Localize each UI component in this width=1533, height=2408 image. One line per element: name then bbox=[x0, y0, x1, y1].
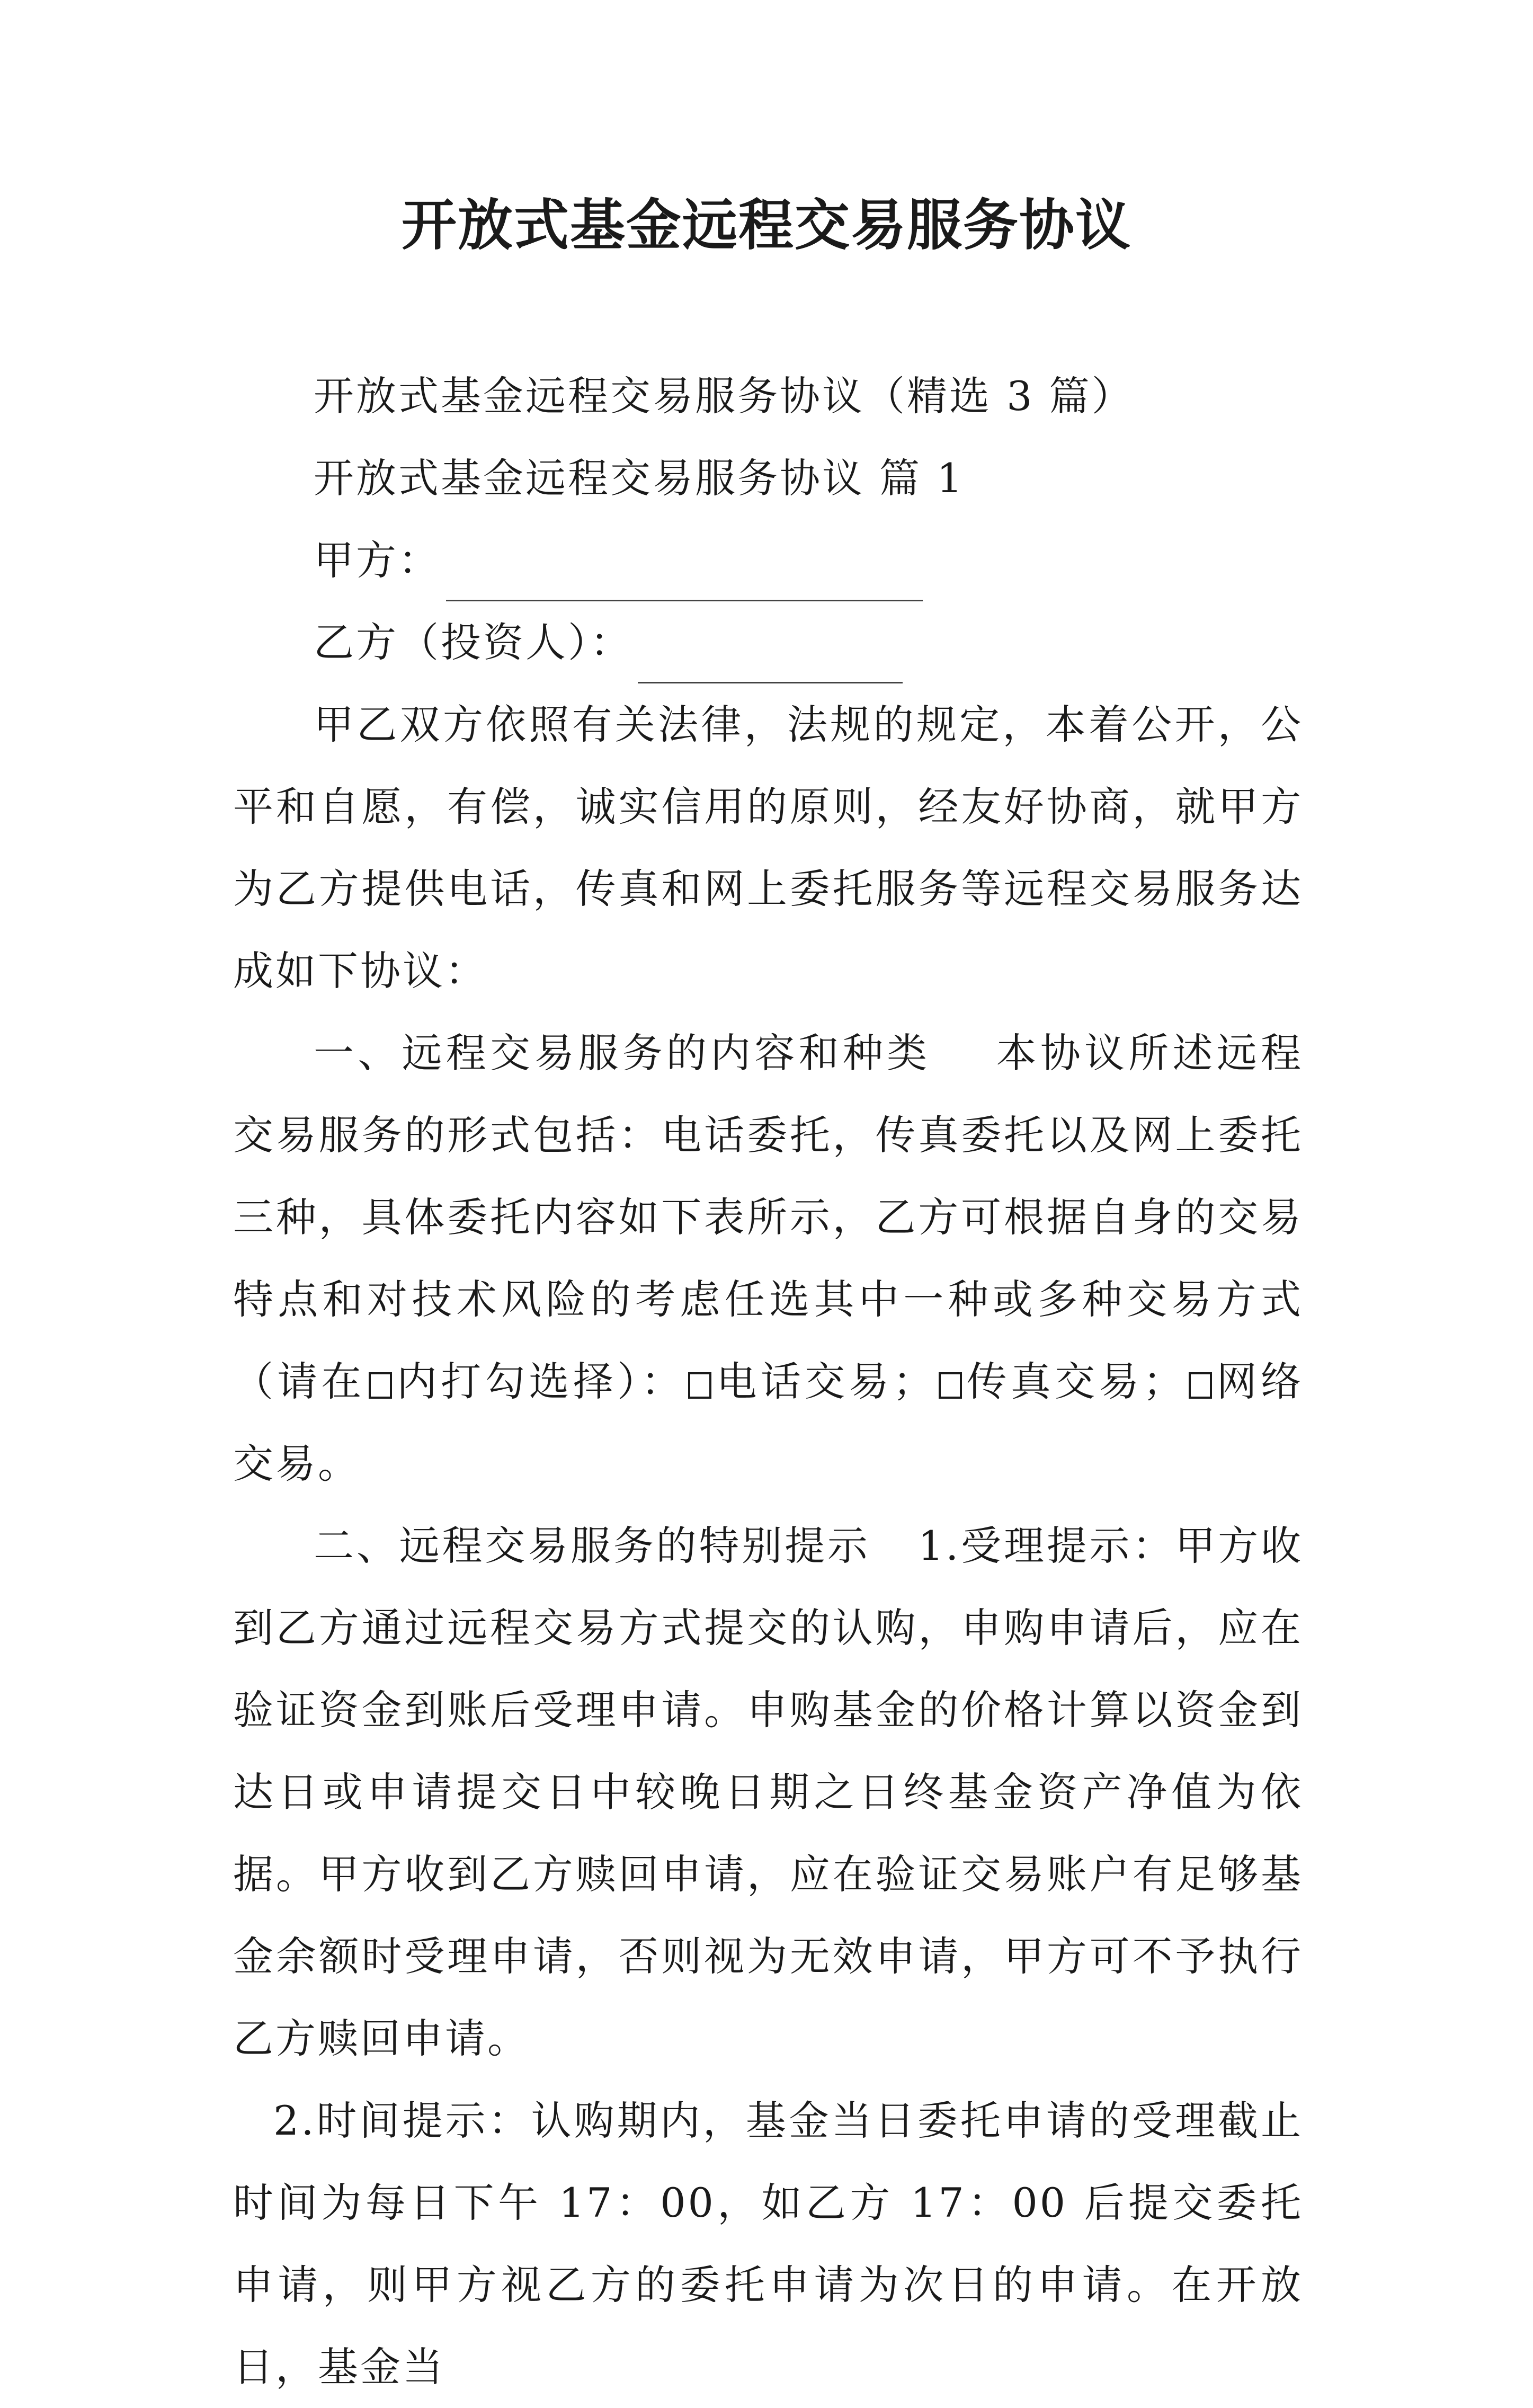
section2-paragraph bbox=[233, 1505, 1303, 2080]
party-a-blank bbox=[446, 552, 923, 601]
document-body bbox=[233, 355, 1303, 2408]
example-checkbox bbox=[369, 1372, 392, 1399]
section2-heading: 二、远程交易服务的特别提示 bbox=[314, 1522, 870, 1569]
section1-text-tail: 内打勾选择）： bbox=[395, 1358, 685, 1405]
section1-paragraph bbox=[233, 1012, 1303, 1505]
party-a-line bbox=[233, 519, 1303, 601]
section2-text: 1.受理提示：甲方收到乙方通过远程交易方式提交的认购，申购申请后，应在验证资金到账后受理申请。申购基金的价格计算以资金到达日或申请提交日中较晚日期之日终基金资产净值为依据。甲方收到乙方赎回申请，应在验证交易账户有足够基金余额时受理申请，否则视为无效申请，甲方可不予执行乙方赎回申请。 bbox=[233, 1522, 1304, 2062]
collection-subtitle: 开放式基金远程交易服务协议（精选 3 篇） bbox=[314, 372, 1134, 420]
party-b-label: 乙方（投资人）： bbox=[314, 619, 632, 666]
section2-item2: 2.时间提示：认购期内，基金当日委托申请的受理截止时间为每日下午 17：00，如乙方 17：00 后提交委托申请，则甲方视乙方的委托申请为次日的申请。在开放日，基金当 bbox=[233, 2097, 1303, 2391]
net-trade-checkbox[interactable] bbox=[1189, 1372, 1212, 1399]
intro-paragraph: 甲乙双方依照有关法律，法规的规定，本着公开，公平和自愿，有偿，诚实信用的原则，经友好协商，就甲方为乙方提供电话，传真和网上委托服务等远程交易服务达成如下协议： bbox=[233, 701, 1303, 994]
phone-trade-checkbox[interactable] bbox=[688, 1372, 711, 1399]
party-b-blank bbox=[638, 634, 903, 683]
phone-trade-label: 电话交易； bbox=[715, 1358, 935, 1405]
section1-heading: 一、远程交易服务的内容和种类 bbox=[314, 1029, 931, 1077]
document-title: 开放式基金远程交易服务协议 bbox=[401, 192, 1131, 257]
party-a-label: 甲方： bbox=[314, 537, 441, 584]
net-trade-label: 网络交易。 bbox=[233, 1358, 1304, 1487]
fax-trade-label: 传真交易； bbox=[965, 1358, 1186, 1405]
part-subtitle: 开放式基金远程交易服务协议 篇 1 bbox=[314, 455, 965, 502]
party-b-line bbox=[233, 601, 1303, 683]
section1-text: 本协议所述远程交易服务的形式包括：电话委托，传真委托以及网上委托三种，具体委托内容如下表所示，乙方可根据自身的交易特点和对技术风险的考虑任选其中一种或多种交易方式（请在 bbox=[233, 1029, 1304, 1405]
fax-trade-checkbox[interactable] bbox=[939, 1372, 962, 1399]
